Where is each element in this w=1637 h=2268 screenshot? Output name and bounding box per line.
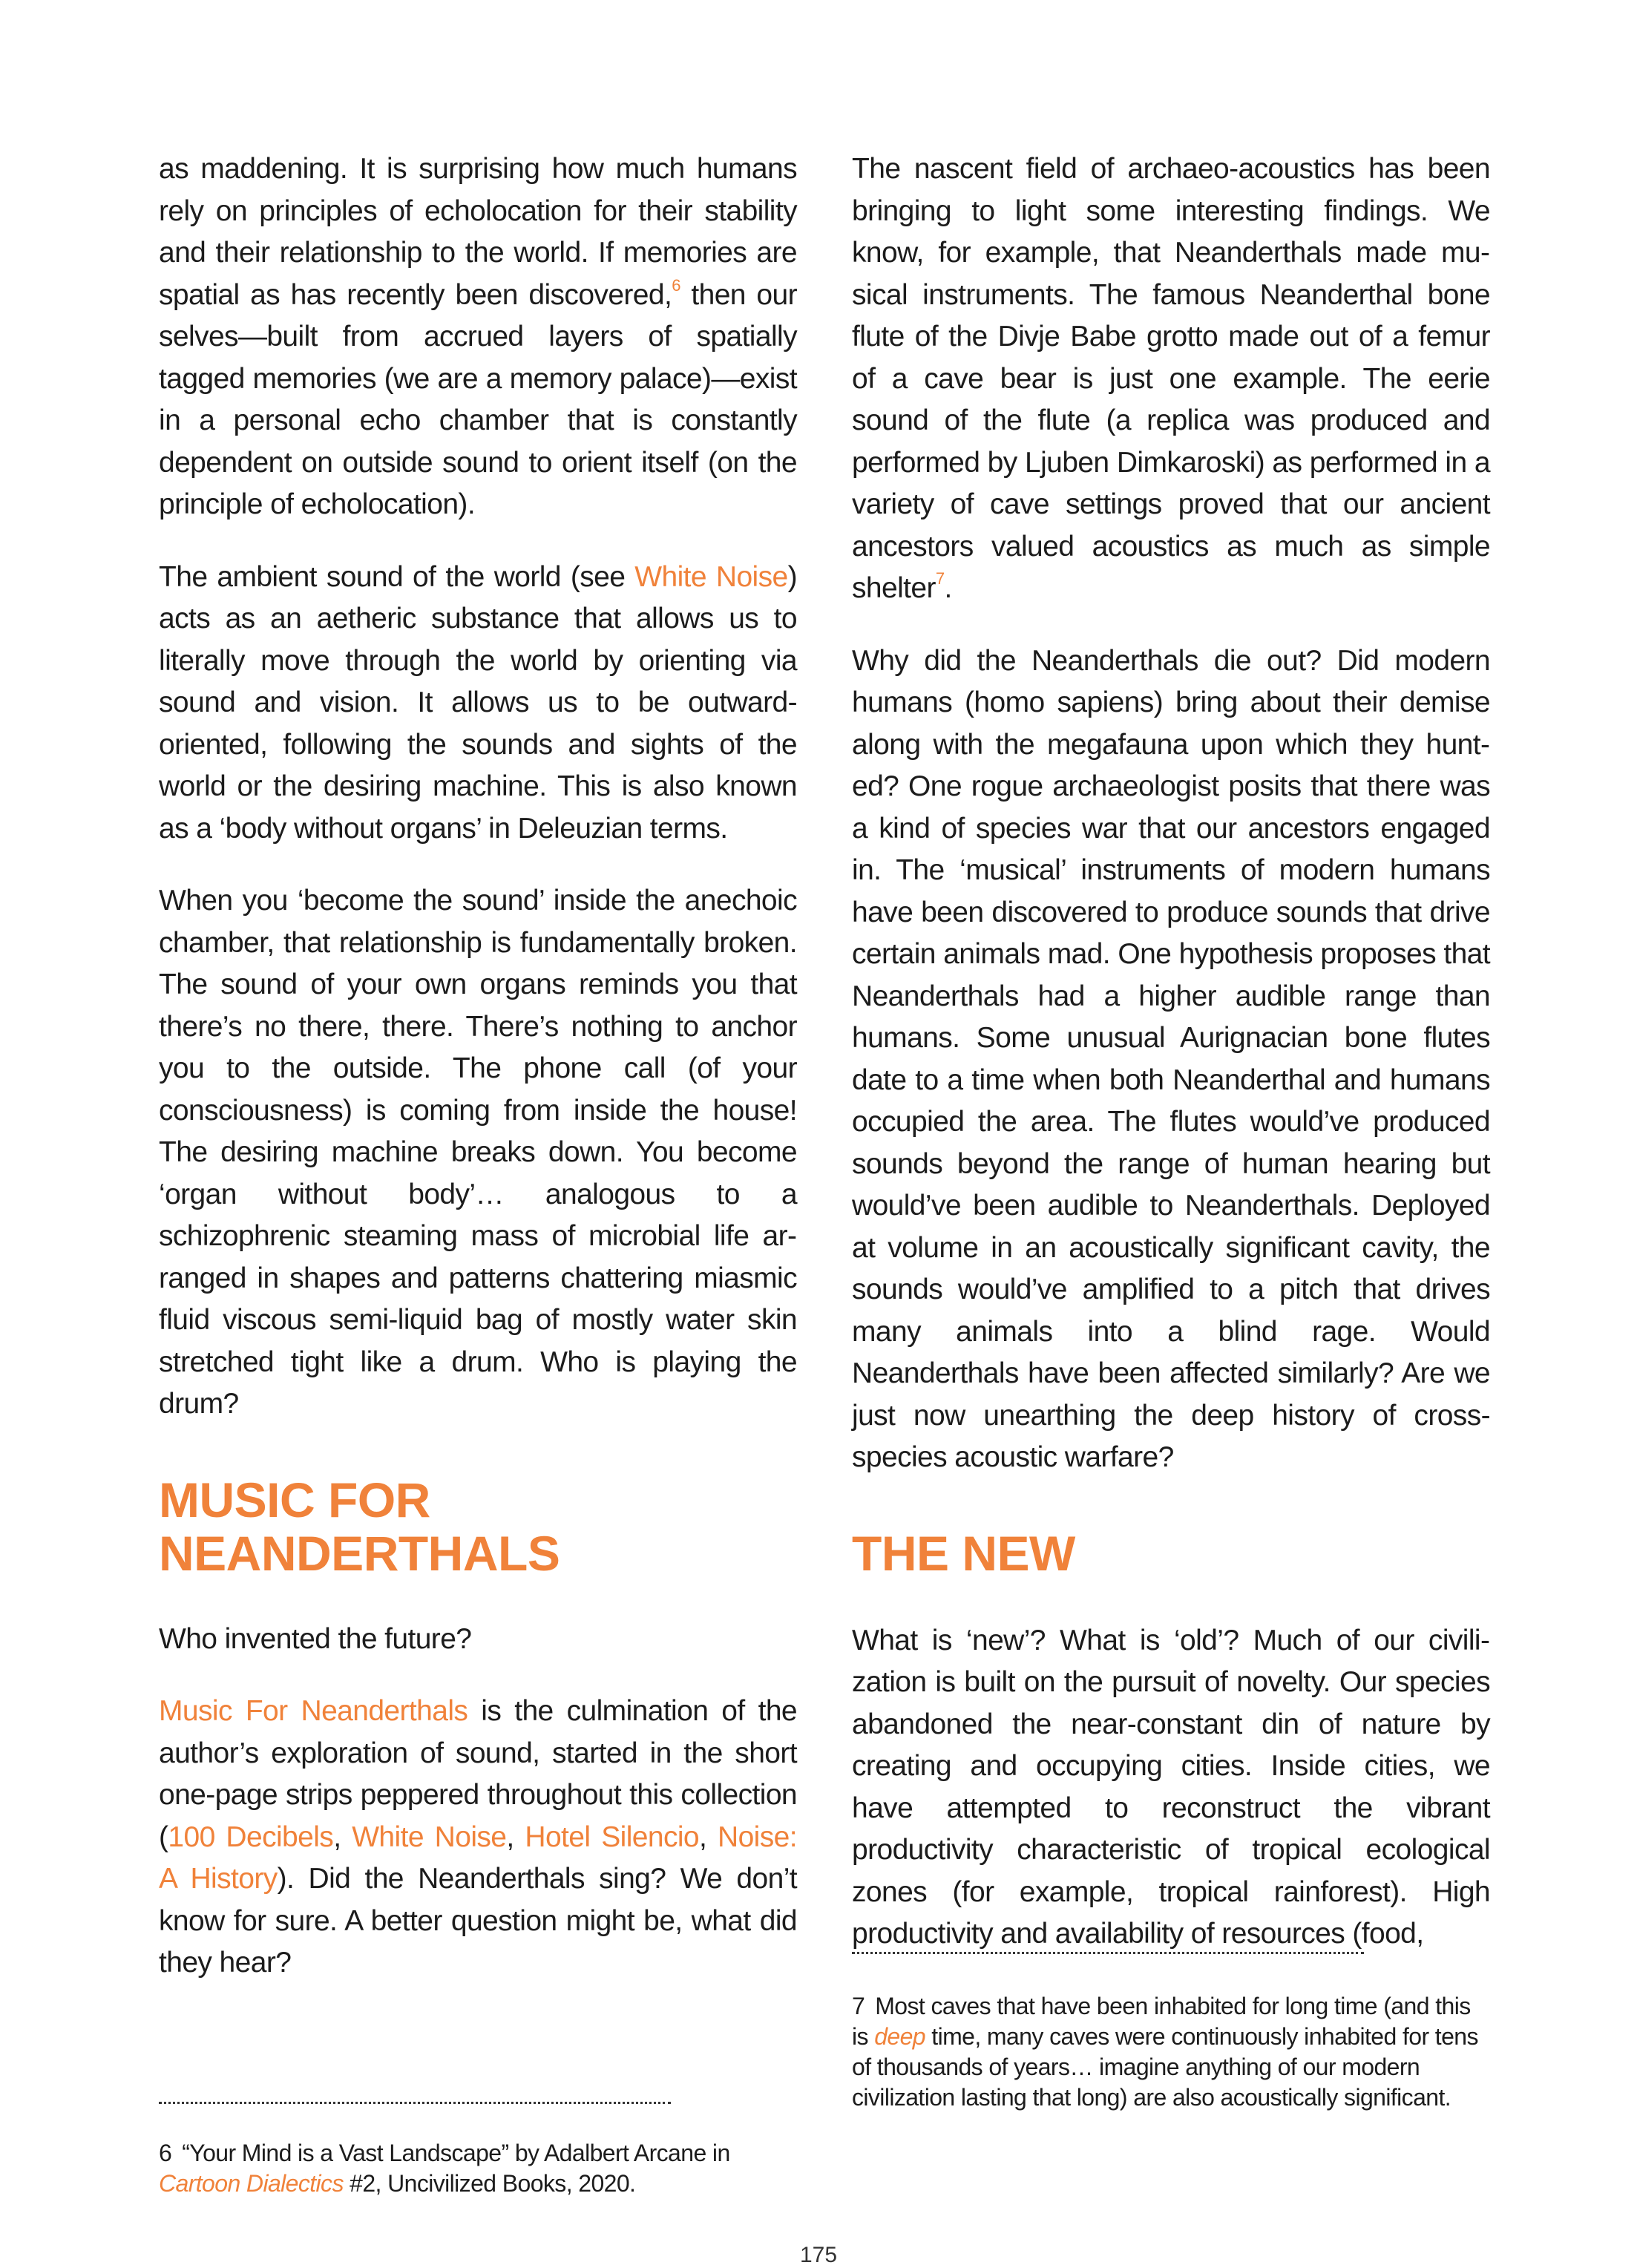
left-column <box>159 148 797 1984</box>
footnote-7 <box>852 1991 1490 2113</box>
cross-reference-link[interactable]: 100 Decibels <box>168 1820 334 1853</box>
section-heading-the-new: THE NEW <box>852 1525 1075 1581</box>
paragraph-text: The ambient sound of the world (see <box>159 560 635 593</box>
cross-reference-link[interactable]: White Noise <box>352 1820 507 1853</box>
footnote-title-link[interactable]: Cartoon Dialectics <box>159 2170 344 2197</box>
body-paragraph: Why did the Neanderthals die out? Did modern humans (homo sapiens) bring about their demise along with the megafauna upon which they hunted? One rogue archaeologist posits that there was a kind of species war that our ancestors engaged in. The ‘musical’ instruments of modern humans have been discovered to produce sounds that drive certain animals mad. One hypothesis proposes that Neanderthals had a higher audible range than humans. Some unusual Aurignacian bone flutes date to a time when both Neanderthal and humans occupied the area. The flutes would’ve produced sounds beyond the range of human hearing but would’ve been audible to Neanderthals. Deployed at volume in an acoustically significant cavity, the sounds would’ve amplified to a pitch that drives many animals into a blind rage. Would Neanderthals have been affected similarly? Are we just now unearthing the deep history of cross-species acoustic warfare? <box>852 644 1490 1473</box>
footnote-block-right <box>852 1952 1490 2113</box>
section-heading-music-for-neanderthals <box>159 1473 797 1580</box>
paragraph-text: is the culmination of the author’s exploration of sound, started in the short one-page strips peppered throughout this collection ( <box>159 1695 797 1853</box>
footnote-number: 7 <box>852 1993 865 2019</box>
body-paragraph <box>159 148 797 526</box>
cross-reference-link[interactable]: White Noise <box>634 560 788 593</box>
footnote-6 <box>159 2138 797 2199</box>
cross-reference-link[interactable]: Noise: A History <box>159 1820 797 1895</box>
footnote-text: #2, Uncivilized Books, 2020. <box>343 2170 636 2197</box>
footnote-divider <box>159 2102 671 2104</box>
heading-line: MUSIC FOR <box>159 1472 430 1527</box>
right-column <box>852 148 1490 1956</box>
body-paragraph <box>159 557 797 850</box>
body-paragraph <box>852 148 1490 610</box>
footnote-divider <box>852 1952 1364 1954</box>
body-paragraph: When you ‘become the sound’ inside the anechoic chamber, that relationship is fundamentally broken. The sound of your own organs reminds you that there’s no there, there. There’s nothing to anchor you to the outside. The phone call (of your consciousness) is coming from inside the house! The desiring machine breaks down. You become ‘organ without body’… analogous to a schizophrenic steaming mass of microbial life arranged in shapes and patterns chattering miasmic fluid viscous semi-liquid bag of mostly water skin stretched tight like a drum. Who is playing the drum? <box>159 885 797 1420</box>
cross-reference-link[interactable]: Music For Neanderthals <box>159 1695 468 1727</box>
footnote-number: 6 <box>159 2140 172 2166</box>
footnote-block-left <box>159 2102 797 2199</box>
separator: , <box>333 1820 352 1853</box>
footnote-text: Most caves that have been inhabited for long time (and this is <box>852 1993 1471 2050</box>
paragraph-text: then our selves—built from accrued layers of spatially tagged memories (we are a memory palace)—exist in a personal echo chamber that is constantly dependent on outside sound to orient itself (on the principle of echolocation). <box>159 278 797 520</box>
footnote-reference-6[interactable]: 6 <box>672 275 680 295</box>
page-number: 175 <box>799 2243 838 2267</box>
body-paragraph: Who invented the future? <box>159 1622 472 1655</box>
paragraph-text: as maddening. It is surprising how much humans rely on principles of echolocation for their stability and their relationship to the world. If memories are spatial as has recently been discovered, <box>159 153 797 311</box>
footnote-reference-7[interactable]: 7 <box>935 569 945 588</box>
footnote-text: time, many caves were continuously inhabited for tens of thousands of years… imagine anything of our modern civilization lasting that long) are also acoustically significant. <box>852 2023 1478 2111</box>
body-paragraph <box>159 1691 797 1984</box>
body-paragraph: What is ‘new’? What is ‘old’? Much of our civilization is built on the pursuit of novelty. Our species abandoned the near-constant din of nature by creating and occupying cities. Inside cities, we have attempted to reconstruct the vibrant productivity characteristic of tropical ecological zones (for example, tropical rainforest). High productivity and availability of resources (food, <box>852 1624 1490 1950</box>
footnote-text: “Your Mind is a Vast Landscape” by Adalbert Arcane in <box>182 2140 730 2166</box>
paragraph-text: ) acts as an aetheric substance that allows us to literally move through the world by orienting via sound and vision. It allows us to be outward-oriented, following the sounds and sights of the world or the desiring machine. This is also known as a ‘body without organs’ in Deleuzian terms. <box>159 560 798 845</box>
separator: , <box>699 1820 718 1853</box>
footnote-emphasis: deep <box>874 2023 925 2050</box>
paragraph-text: . <box>944 572 952 604</box>
paragraph-text: ). Did the Neanderthals sing? We don’t know for sure. A better question might be, what did they hear? <box>159 1863 797 1979</box>
paragraph-text: The nascent field of archaeo-acoustics has been bringing to light some interesting findings. We know, for example, that Neanderthals made musical instruments. The famous Neanderthal bone flute of the Divje Babe grotto made out of a femur of a cave bear is just one example. The eerie sound of the flute (a replica was produced and performed by Ljuben Dimkaroski) as performed in a variety of cave settings proved that our ancient ancestors valued acoustics as much as simple shelter <box>852 153 1490 604</box>
separator: , <box>506 1820 525 1853</box>
heading-line: NEANDERTHALS <box>159 1525 560 1581</box>
cross-reference-link[interactable]: Hotel Silencio <box>525 1820 699 1853</box>
